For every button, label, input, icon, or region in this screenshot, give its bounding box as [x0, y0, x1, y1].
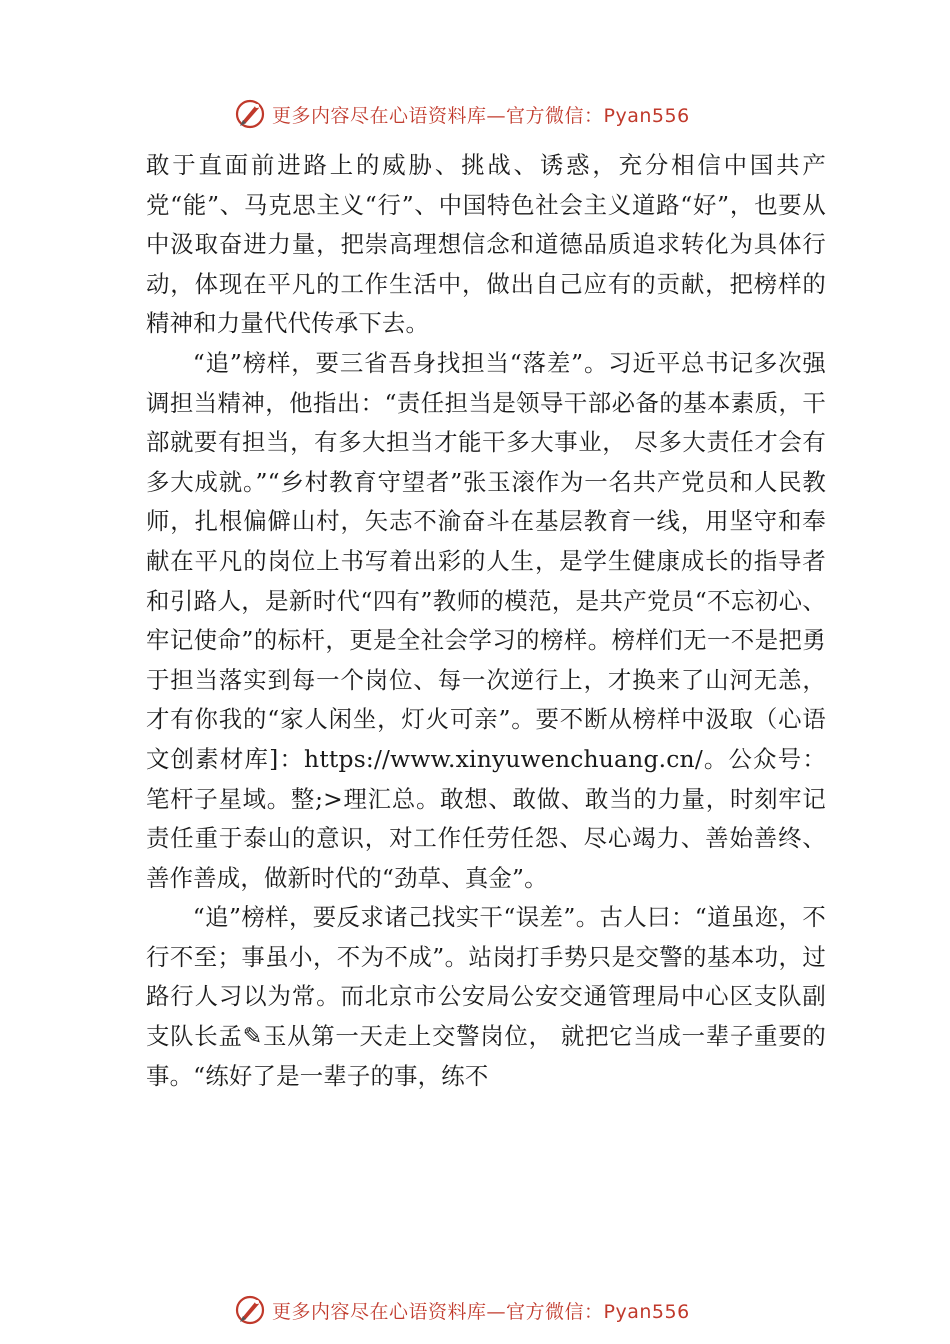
paragraph-3: “追”榜样，要反求诸己找实干“误差”。古人曰：“道虽迩，不行不至；事虽小，不为不成”。站岗打手势只是交警的基本功，过路行人习以为常。而北京市公安局公安交通管理局中心区支队副支队长孟✎玉从第一天走上交警岗位， 就把它当成一辈子重要的事。“练好了是一辈子的事，练不	[146, 903, 826, 1090]
header-banner	[232, 94, 732, 134]
footer-text: 更多内容尽在心语资料库—官方微信：Pyan556	[272, 1300, 690, 1323]
pen-nib-logo-icon	[232, 96, 268, 132]
paragraph-1: 敢于直面前进路上的威胁、挑战、诱惑，充分相信中国共产党“能”、马克思主义“行”、中国特色社会主义道路“好”，也要从中汲取奋进力量，把崇高理想信念和道德品质追求转化为具体行动，体现在平凡的工作生活中，做出自己应有的贡献，把榜样的精神和力量代代传承下去。	[146, 151, 826, 338]
pen-nib-logo-icon	[232, 1292, 268, 1328]
header-text: 更多内容尽在心语资料库—官方微信：Pyan556	[272, 104, 690, 127]
article-body	[146, 146, 826, 1096]
footer-banner	[232, 1290, 732, 1330]
paragraph-2: “追”榜样，要三省吾身找担当“落差”。习近平总书记多次强调担当精神，他指出：“责任担当是领导干部必备的基本素质，干部就要有担当，有多大担当才能干多大事业， 尽多大责任才会有多大成就。”“乡村教育守望者”张玉滚作为一名共产党员和人民教师，扎根偏僻山村，矢志不渝奋斗在基层教育一线，用坚守和奉献在平凡的岗位上书写着出彩的人生，是学生健康成长的指导者和引路人，是新时代“四有”教师的模范，是共产党员“不忘初心、牢记使命”的标杆，更是全社会学习的榜样。榜样们无一不是把勇于担当落实到每一个岗位、每一次逆行上，才换来了山河无恙，才有你我的“家人闲坐，灯火可亲”。要不断从榜样中汲取（心语文创素材库]：https://www.xinyuwenchuang.cn/。公众号：笔杆子星域。整;>理汇总。敢想、敢做、敢当的力量，时刻牢记责任重于泰山的意识，对工作任劳任怨、尽心竭力、善始善终、善作善成，做新时代的“劲草、真金”。	[146, 348, 826, 892]
